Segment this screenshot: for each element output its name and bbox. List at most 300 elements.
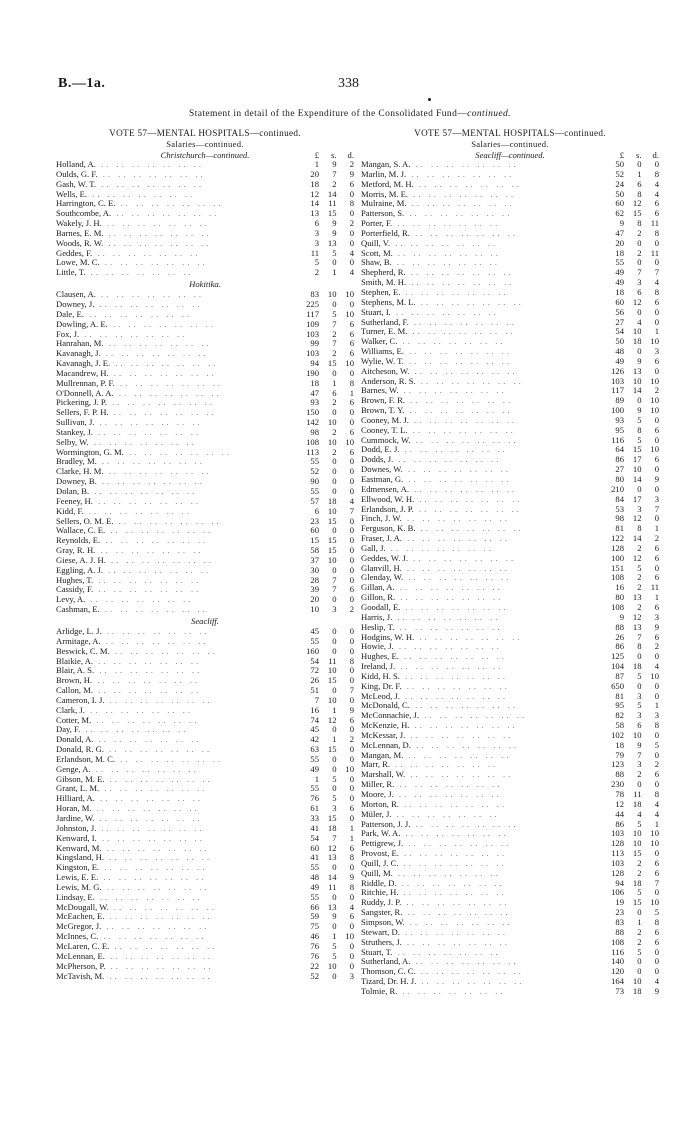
amount-pence: 0: [654, 562, 659, 573]
leader-dots: .. .. .. .. .. .. ..: [98, 932, 207, 942]
entry-name: Kidd, H. S.: [361, 671, 400, 681]
amount-shillings: 5: [332, 940, 337, 951]
entry-name: Horan, M.: [56, 804, 92, 814]
amount-pence: 0: [654, 365, 659, 376]
amount-shillings: 0: [637, 680, 642, 691]
entry-name: Clark, J.: [56, 705, 85, 715]
entry-row: [361, 170, 659, 180]
leader-dots: .. .. .. .. .. .. ..: [96, 823, 205, 833]
amount-pounds: 49: [615, 355, 624, 366]
amount-pence: 6: [654, 769, 659, 780]
amount-pounds: 48: [310, 872, 319, 883]
amount-pence: 0: [349, 891, 354, 902]
entry-name: McKessar, J.: [361, 730, 406, 740]
entry-name: Aitcheson, W.: [361, 366, 410, 376]
leader-dots: .. .. .. .. .. .. ..: [99, 863, 208, 873]
amount-shillings: 15: [327, 813, 337, 823]
leader-dots: .. .. .. .. .. .. ..: [94, 299, 203, 309]
amount-pence: 4: [654, 798, 659, 809]
amount-shillings: 0: [637, 907, 642, 918]
amount-shillings: 15: [327, 675, 337, 686]
entry-name: Stephen, E.: [361, 287, 401, 297]
entry-name: Macandrew, H.: [56, 368, 109, 378]
amount-shillings: 10: [327, 694, 337, 705]
entry-name: Quill, V.: [361, 238, 391, 248]
entry-name: Marshall, W.: [361, 770, 406, 780]
amount-pounds: 27: [615, 316, 624, 327]
amount-pounds: 15: [310, 535, 319, 546]
amount-pence: 3: [654, 346, 659, 357]
amount-pence: 0: [654, 513, 659, 524]
leader-dots: .. .. .. .. .. .. ..: [399, 927, 509, 937]
amount-pence: 0: [349, 724, 354, 735]
leader-dots: .. .. .. .. .. .. ..: [96, 477, 205, 487]
leader-dots: .. .. .. .. .. .. ..: [103, 238, 212, 248]
amount-pounds: 9: [619, 611, 624, 622]
amount-pounds: 87: [615, 670, 624, 681]
amount-pounds: 61: [310, 803, 319, 814]
leader-dots: .. .. .. .. .. .. ..: [398, 799, 508, 809]
amount-pounds: 103: [611, 828, 624, 839]
entry-row: [361, 406, 659, 416]
amount-pounds: 108: [306, 436, 319, 447]
entry-row: [361, 288, 659, 298]
entry-amount: [302, 219, 354, 229]
entry-row: [361, 514, 659, 524]
entry-row: [361, 495, 659, 505]
amount-pence: 4: [654, 277, 659, 288]
amount-shillings: 5: [332, 773, 337, 784]
amount-pounds: 55: [310, 753, 319, 764]
amount-shillings: 5: [637, 818, 642, 829]
amount-pounds: 6: [314, 218, 319, 229]
entry-row: [56, 657, 354, 667]
entry-name: Moore, J.: [361, 790, 394, 799]
entry-name: Pettigrew, J.: [361, 839, 404, 849]
amount-pence: 0: [349, 665, 354, 676]
leader-dots: .. .. .. .. .. .. ..: [401, 937, 510, 947]
leader-dots: .. .. .. .. .. .. ..: [398, 386, 507, 396]
entry-row: [361, 583, 659, 593]
leader-dots: .. .. .. .. .. .. ..: [99, 258, 208, 268]
leader-dots: .. .. .. .. .. .. ..: [114, 378, 223, 388]
entry-name: Metford, M. H.: [361, 179, 414, 189]
entry-name: Dowling, A. E.: [56, 319, 108, 329]
amount-pounds: 54: [615, 326, 624, 337]
leader-dots: .. .. .. .. .. .. ..: [410, 819, 519, 829]
amount-shillings: 10: [632, 828, 642, 839]
entry-row: [361, 623, 659, 633]
entry-row: [56, 647, 354, 657]
amount-pence: 6: [349, 338, 354, 349]
amount-shillings: 17: [632, 454, 642, 465]
entry-name: Edmensen, A.: [361, 484, 409, 494]
entry-name: Dale, E.: [56, 309, 84, 319]
entry-name: Wells, E.: [56, 189, 88, 199]
entry-name: Lewis, E. E.: [56, 873, 99, 883]
amount-shillings: 13: [327, 901, 337, 912]
amount-pence: 0: [654, 159, 659, 169]
amount-pence: 0: [349, 675, 354, 686]
entry-name: Gall, J.: [361, 543, 386, 553]
amount-shillings: 10: [327, 505, 337, 516]
amount-pence: 2: [349, 604, 354, 615]
leader-dots: .. .. .. .. .. .. ..: [101, 843, 210, 853]
amount-shillings: 7: [332, 584, 337, 595]
amount-shillings: 7: [637, 631, 642, 642]
entry-row: [56, 517, 354, 527]
entry-name: Porterfield, R.: [361, 228, 410, 238]
amount-pence: 0: [654, 434, 659, 445]
leader-dots: .. .. .. .. .. .. ..: [94, 892, 203, 902]
entry-amount: [302, 972, 354, 982]
amount-shillings: 0: [332, 753, 337, 764]
entry-name: Kavanagh, J. E.: [56, 359, 111, 369]
amount-pence: 6: [654, 542, 659, 553]
leader-dots: .. .. .. .. .. .. ..: [409, 701, 519, 711]
amount-pounds: 56: [615, 306, 624, 317]
entry-row: [361, 209, 659, 219]
amount-pence: 1: [349, 832, 354, 843]
leader-dots: .. .. .. .. .. .. ..: [394, 622, 503, 632]
amount-pence: 0: [654, 651, 659, 662]
amount-shillings: 0: [637, 395, 642, 406]
entry-amount: [302, 239, 354, 249]
amount-pence: 0: [349, 208, 354, 219]
amount-pence: 4: [349, 901, 354, 912]
amount-pence: 0: [654, 779, 659, 790]
entry-name: Cassidy, F.: [56, 585, 94, 595]
amount-pence: 8: [349, 655, 354, 666]
amount-pounds: 90: [310, 476, 319, 487]
entry-row: [361, 633, 659, 643]
entry-name: Smith, M. H.: [361, 278, 407, 288]
amount-pence: 0: [349, 545, 354, 556]
leader-dots: .. .. .. .. .. .. ..: [410, 957, 519, 967]
entry-amount: [302, 249, 354, 259]
leader-dots: .. .. .. .. .. .. ..: [391, 809, 500, 819]
entry-row: [56, 258, 354, 268]
entry-name: Beswick, C. M.: [56, 646, 110, 656]
amount-pence: 0: [654, 887, 659, 898]
leader-dots: .. .. .. .. .. .. ..: [107, 319, 216, 329]
amount-pounds: 108: [611, 601, 624, 612]
entry-name: Mangan, M.: [361, 750, 404, 760]
entry-row: [361, 711, 659, 721]
amount-pounds: 49: [310, 881, 319, 892]
amount-pence: 6: [349, 446, 354, 457]
entry-row: [56, 546, 354, 556]
amount-pounds: 50: [615, 159, 624, 169]
leader-dots: .. .. .. .. .. .. ..: [79, 329, 188, 339]
amount-shillings: 0: [332, 564, 337, 575]
amount-shillings: 0: [332, 921, 337, 932]
entry-row: [56, 784, 354, 794]
entry-amount: [302, 268, 354, 278]
entry-name: Williams, E.: [361, 347, 404, 357]
entry-row: [56, 556, 354, 566]
amount-pence: 0: [349, 793, 354, 804]
amount-pounds: 60: [310, 525, 319, 536]
leader-dots: .. .. .. .. .. .. ..: [104, 971, 213, 981]
entry-name: McDougall, W.: [56, 902, 109, 912]
amount-pence: 10: [650, 395, 659, 406]
leader-dots: .. .. .. .. .. .. ..: [89, 487, 198, 496]
entry-name: Quill, J. C.: [361, 858, 399, 868]
amount-shillings: 18: [632, 877, 642, 888]
amount-pounds: 1: [314, 159, 319, 169]
amount-pence: 0: [654, 749, 659, 760]
entry-row: [361, 239, 659, 249]
amount-shillings: 3: [637, 277, 642, 288]
entry-name: Barnes, W.: [361, 386, 399, 396]
amount-pence: 0: [349, 466, 354, 477]
leader-dots: .. .. .. .. .. .. ..: [114, 754, 224, 764]
amount-shillings: 11: [328, 198, 337, 209]
entry-row: [56, 379, 354, 389]
amount-shillings: 6: [332, 387, 337, 398]
entry-row: [361, 318, 659, 328]
leader-dots: .. .. .. .. .. .. ..: [108, 368, 217, 378]
amount-pence: 0: [349, 783, 354, 794]
entry-name: Lewis, M. G.: [56, 882, 102, 892]
leader-dots: .. .. .. .. .. .. ..: [414, 632, 523, 642]
amount-shillings: 13: [632, 592, 642, 603]
amount-pence: 8: [349, 881, 354, 892]
amount-pounds: 106: [611, 887, 624, 898]
entry-name: McLennan, D.: [361, 740, 411, 750]
amount-shillings: 2: [637, 542, 642, 553]
amount-shillings: 15: [327, 535, 337, 546]
amount-pence: 10: [650, 336, 659, 347]
entry-row: [56, 349, 354, 359]
entry-name: Tolmie, R.: [361, 986, 398, 996]
amount-pence: 9: [349, 704, 354, 715]
amount-pounds: 48: [615, 346, 624, 357]
amount-pence: 0: [654, 946, 659, 957]
entry-name: Anderson, R. S.: [361, 376, 416, 386]
entry-name: Cashman, E.: [56, 605, 100, 615]
entry-name: Downes, W.: [361, 465, 403, 475]
amount-pounds: 76: [310, 793, 319, 804]
entry-amount: [607, 987, 659, 997]
entry-row: [361, 800, 659, 810]
amount-pence: 10: [345, 358, 354, 369]
entry-row: [56, 229, 354, 239]
entry-name: Gillon, R.: [361, 593, 396, 603]
section-heading: Seacliff.: [191, 615, 219, 626]
amount-shillings: 0: [332, 594, 337, 605]
amount-shillings: 3: [332, 604, 337, 615]
entry-name: Sutherland, F.: [361, 317, 409, 327]
entry-name: Sutherland, A.: [361, 957, 411, 967]
amount-shillings: 5: [332, 308, 337, 319]
leader-dots: .. .. .. .. .. .. ..: [96, 457, 205, 467]
amount-shillings: 14: [632, 385, 642, 396]
entry-name: Stephens, M. L.: [361, 297, 416, 307]
amount-pence: 0: [349, 554, 354, 565]
leader-dots: .. .. .. .. .. .. ..: [401, 563, 510, 573]
entry-row: [361, 465, 659, 475]
leader-dots: .. .. .. .. .. .. ..: [97, 169, 206, 179]
amount-pounds: 47: [615, 227, 624, 238]
amount-pounds: 60: [615, 296, 624, 307]
amount-pounds: 128: [611, 542, 624, 553]
entry-row: [56, 834, 354, 844]
entry-name: Porter, F.: [361, 219, 393, 229]
amount-pence: 2: [654, 759, 659, 770]
entry-row: [56, 863, 354, 873]
entry-row: [361, 337, 659, 347]
amount-pence: 0: [654, 729, 659, 740]
leader-dots: .. .. .. .. .. .. ..: [410, 160, 519, 169]
amount-pence: 0: [349, 515, 354, 526]
leader-dots: .. .. .. .. .. .. ..: [402, 465, 511, 475]
amount-pounds: 23: [310, 515, 319, 526]
leader-dots: .. .. .. .. .. .. ..: [408, 415, 518, 425]
entry-row: [361, 258, 659, 268]
entry-row: [56, 824, 354, 834]
amount-shillings: 15: [632, 897, 642, 908]
entry-row: [56, 170, 354, 180]
entry-name: Dolan, B.: [56, 487, 90, 496]
amount-pence: 4: [654, 661, 659, 672]
entry-name: McLennan, E.: [56, 951, 105, 961]
entry-row: [56, 952, 354, 962]
amount-pence: 7: [349, 685, 354, 696]
entry-row: [361, 308, 659, 318]
amount-shillings: 5: [637, 414, 642, 425]
amount-shillings: 14: [632, 474, 642, 484]
leader-dots: .. .. .. .. .. .. ..: [403, 750, 512, 760]
amount-shillings: 3: [637, 690, 642, 701]
entry-name: Fox, J.: [56, 329, 80, 339]
amount-shillings: 0: [637, 237, 642, 248]
leader-dots: .. .. .. .. .. .. ..: [399, 445, 508, 455]
entry-name: Brown, H.: [56, 676, 93, 686]
entry-row: [361, 613, 659, 623]
amount-pounds: 86: [615, 818, 624, 829]
amount-pence: 8: [349, 377, 354, 388]
leader-dots: .. .. .. .. .. .. ..: [406, 278, 515, 288]
amount-pounds: 88: [615, 769, 624, 780]
entry-name: Jardine, W.: [56, 814, 95, 823]
entry-name: Kenward, I.: [56, 833, 97, 843]
entry-row: [56, 912, 354, 922]
unit-shillings: s.: [636, 150, 642, 160]
leader-dots: .. .. .. .. .. .. ..: [103, 853, 213, 863]
entry-name: Gray, R. H.: [56, 546, 96, 556]
entry-name: Thomson, C. C.: [361, 967, 416, 977]
entry-name: Lowe, M. C.: [56, 258, 100, 268]
amount-shillings: 0: [637, 483, 642, 494]
amount-pence: 7: [349, 505, 354, 516]
entry-name: Fraser, J. A.: [361, 534, 402, 544]
amount-pence: 9: [654, 621, 659, 632]
entry-name: Erlandson, M. C.: [56, 754, 115, 764]
entry-row: [361, 731, 659, 741]
amount-shillings: 2: [332, 178, 337, 189]
leader-dots: .. .. .. .. .. .. ..: [404, 209, 513, 219]
amount-pence: 4: [349, 267, 354, 278]
amount-pence: 0: [349, 813, 354, 823]
amount-pounds: 60: [615, 198, 624, 209]
entry-row: [56, 566, 354, 576]
leader-dots: .. .. .. .. .. .. ..: [98, 873, 207, 883]
leader-dots: .. .. .. .. .. .. ..: [391, 258, 500, 268]
amount-shillings: 0: [332, 685, 337, 696]
amount-pence: 5: [654, 739, 659, 750]
amount-shillings: 12: [327, 714, 337, 725]
leader-dots: .. .. .. .. .. .. ..: [96, 179, 205, 189]
amount-pence: 1: [349, 822, 354, 833]
amount-pounds: 2: [314, 267, 319, 278]
leader-dots: .. .. .. .. .. .. ..: [87, 189, 196, 199]
amount-pence: 8: [654, 227, 659, 238]
unit-shillings: s.: [331, 150, 337, 160]
amount-pounds: 11: [310, 247, 319, 258]
amount-pounds: 83: [310, 289, 319, 300]
entry-row: [56, 735, 354, 745]
amount-shillings: 15: [327, 358, 337, 369]
entry-name: Blair, A. S.: [56, 666, 95, 676]
amount-shillings: 0: [332, 466, 337, 477]
amount-pence: 0: [349, 367, 354, 378]
leader-dots: .. .. .. .. .. .. ..: [390, 307, 499, 317]
amount-pence: 0: [349, 594, 354, 605]
amount-shillings: 2: [637, 582, 642, 593]
amount-pounds: 122: [611, 533, 624, 544]
leader-dots: .. .. .. .. .. .. ..: [83, 506, 192, 516]
amount-shillings: 10: [327, 289, 337, 300]
leader-dots: .. .. .. .. .. .. ..: [395, 662, 504, 672]
amount-pounds: 116: [611, 434, 624, 445]
amount-shillings: 10: [632, 976, 642, 987]
entry-name: Provost, E.: [361, 849, 399, 859]
entry-row: [56, 389, 354, 399]
leader-dots: .. .. .. .. .. .. ..: [392, 219, 501, 229]
leader-dots: .. .. .. .. .. .. ..: [95, 546, 204, 556]
leader-dots: .. .. .. .. .. .. ..: [101, 219, 210, 229]
entry-amount: [302, 605, 354, 615]
vote-heading: VOTE 57—MENTAL HOSPITALS—continued.: [109, 128, 301, 138]
vote-heading: VOTE 57—MENTAL HOSPITALS—continued.: [414, 128, 606, 138]
entry-name: Downey, B.: [56, 477, 97, 487]
amount-pence: 11: [650, 247, 659, 258]
amount-shillings: 12: [632, 513, 642, 524]
amount-pounds: 20: [310, 594, 319, 605]
leader-dots: .. .. .. .. .. .. ..: [415, 297, 524, 307]
amount-pence: 9: [654, 474, 659, 484]
leader-dots: .. .. .. .. .. .. ..: [403, 347, 512, 357]
leader-dots: .. .. .. .. .. .. ..: [403, 573, 512, 583]
amount-pence: 2: [349, 734, 354, 745]
amount-pounds: 81: [615, 690, 624, 701]
amount-pounds: 123: [611, 759, 624, 770]
amount-pence: 10: [650, 828, 659, 839]
page-number: 338: [338, 76, 359, 91]
amount-shillings: 11: [328, 881, 337, 892]
amount-pence: 0: [654, 848, 659, 859]
amount-pounds: 28: [310, 574, 319, 585]
amount-shillings: 0: [637, 651, 642, 662]
entry-name: O'Donnell, A. A.: [56, 388, 114, 398]
entry-row: [56, 487, 354, 497]
entry-row: [56, 160, 354, 170]
amount-pounds: 103: [306, 348, 319, 359]
leader-dots: .. .. .. .. .. .. ..: [401, 898, 510, 908]
leader-dots: .. .. .. .. .. .. ..: [399, 691, 509, 701]
